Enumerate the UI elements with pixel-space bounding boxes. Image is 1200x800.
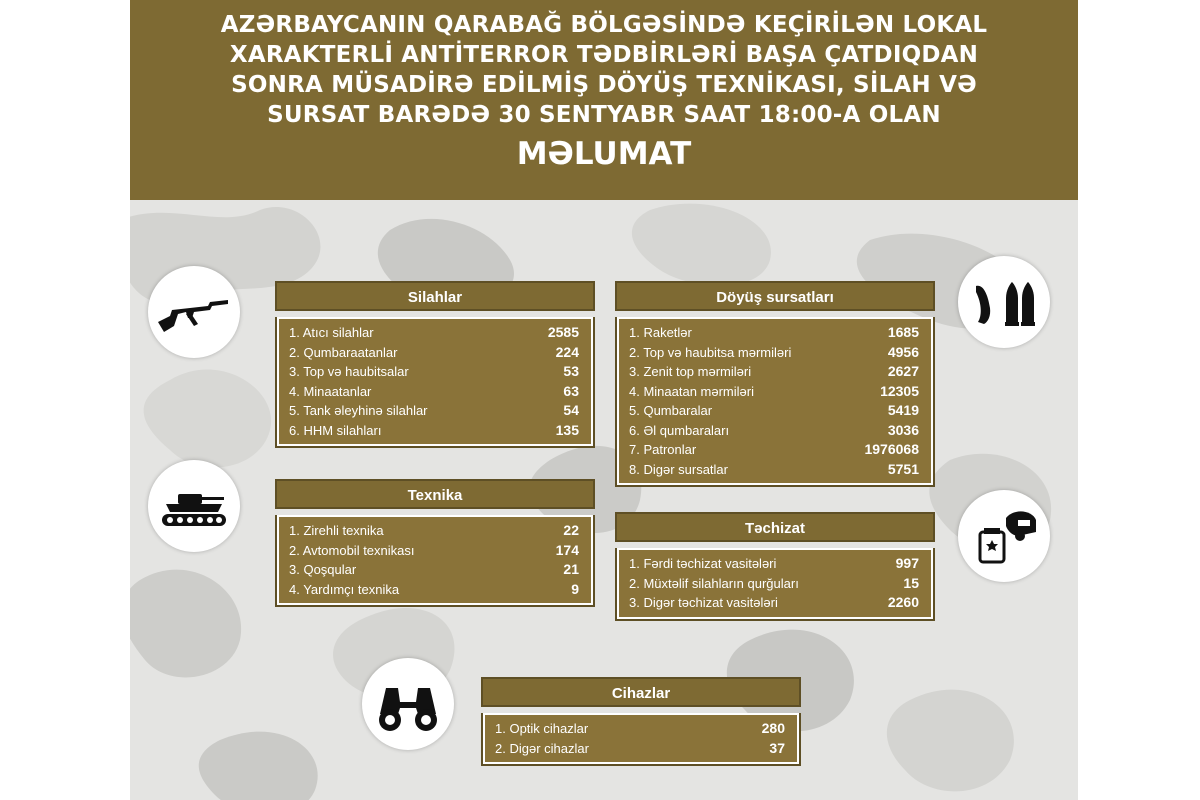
list-item bbox=[289, 541, 579, 561]
item-value: 5751 bbox=[887, 460, 919, 477]
item-label: 2. Müxtəlif silahların qurğuları bbox=[629, 575, 799, 591]
header-line-3: SONRA MÜSADİRƏ EDİLMİŞ DÖYÜŞ TEXNİKASI, SİLAH VƏ bbox=[231, 72, 977, 98]
item-value: 63 bbox=[563, 382, 579, 399]
header-line-1: AZƏRBAYCANIN QARABAĞ BÖLGƏSİNDƏ KEÇİRİLƏN LOKAL bbox=[220, 12, 988, 38]
section-cihazlar bbox=[481, 677, 801, 766]
header-title: MƏLUMAT bbox=[516, 136, 692, 172]
item-label: 4. Minaatan mərmiləri bbox=[629, 383, 754, 399]
list-item bbox=[629, 382, 919, 402]
list-item bbox=[289, 323, 579, 343]
list-item bbox=[289, 521, 579, 541]
section-sursatlar bbox=[615, 281, 935, 487]
list-item bbox=[629, 343, 919, 363]
list-item bbox=[289, 580, 579, 600]
infographic-poster bbox=[130, 0, 1078, 800]
item-value: 2585 bbox=[547, 324, 579, 340]
item-value: 21 bbox=[563, 561, 579, 577]
list-item bbox=[629, 574, 919, 594]
item-label: 1. Raketlər bbox=[629, 325, 692, 340]
item-label: 7. Patronlar bbox=[629, 442, 697, 457]
item-value: 2260 bbox=[887, 594, 919, 610]
item-label: 6. HHM silahları bbox=[289, 422, 382, 438]
item-label: 5. Tank əleyhinə silahlar bbox=[289, 403, 428, 418]
item-label: 2. Avtomobil texnikası bbox=[289, 542, 415, 558]
rifle-icon bbox=[148, 266, 240, 358]
list-item bbox=[629, 554, 919, 574]
list-item bbox=[629, 440, 919, 460]
section-title: Cihazlar bbox=[481, 677, 801, 707]
item-value: 54 bbox=[563, 402, 579, 418]
binoculars-icon bbox=[362, 658, 454, 750]
item-value: 174 bbox=[555, 541, 579, 558]
item-label: 5. Qumbaralar bbox=[629, 403, 713, 418]
item-label: 8. Digər sursatlar bbox=[629, 461, 728, 477]
list-item bbox=[629, 460, 919, 480]
section-list bbox=[481, 713, 801, 766]
item-value: 135 bbox=[555, 421, 579, 438]
tank-icon bbox=[148, 460, 240, 552]
list-item bbox=[289, 362, 579, 382]
item-value: 37 bbox=[769, 739, 785, 756]
list-item bbox=[629, 401, 919, 421]
item-label: 3. Top və haubitsalar bbox=[289, 364, 409, 379]
section-title: Döyüş sursatları bbox=[615, 281, 935, 311]
item-label: 3. Zenit top mərmiləri bbox=[629, 364, 752, 379]
list-item bbox=[629, 323, 919, 343]
list-item bbox=[289, 343, 579, 363]
item-label: 4. Yardımçı texnika bbox=[289, 581, 400, 597]
section-list bbox=[615, 548, 935, 621]
item-label: 1. Optik cihazlar bbox=[495, 721, 589, 736]
header-line-4: SURSAT BARƏDƏ 30 SENTYABR SAAT 18:00-A OLAN bbox=[267, 102, 941, 128]
section-title: Silahlar bbox=[275, 281, 595, 311]
item-value: 997 bbox=[895, 555, 919, 571]
section-list bbox=[275, 317, 595, 448]
item-value: 5419 bbox=[887, 402, 919, 418]
section-list bbox=[615, 317, 935, 487]
item-value: 1976068 bbox=[864, 441, 919, 457]
item-value: 2627 bbox=[887, 363, 919, 379]
item-value: 53 bbox=[563, 363, 579, 379]
item-value: 9 bbox=[571, 580, 579, 597]
list-item bbox=[495, 719, 785, 739]
item-label: 4. Minaatanlar bbox=[289, 383, 372, 399]
section-silahlar bbox=[275, 281, 595, 448]
section-techizat bbox=[615, 512, 935, 621]
section-title: Təchizat bbox=[615, 512, 935, 542]
item-value: 15 bbox=[903, 574, 919, 591]
section-list bbox=[275, 515, 595, 607]
item-label: 2. Digər cihazlar bbox=[495, 740, 589, 756]
item-label: 1. Atıcı silahlar bbox=[289, 325, 374, 340]
item-label: 6. Əl qumbaraları bbox=[629, 422, 730, 438]
item-label: 1. Zirehli texnika bbox=[289, 523, 384, 538]
ammunition-icon bbox=[958, 256, 1050, 348]
item-label: 1. Fərdi təchizat vasitələri bbox=[629, 556, 777, 571]
section-texnika bbox=[275, 479, 595, 607]
section-title: Texnika bbox=[275, 479, 595, 509]
item-label: 2. Top və haubitsa mərmiləri bbox=[629, 344, 792, 360]
item-value: 22 bbox=[563, 522, 579, 538]
list-item bbox=[629, 593, 919, 613]
list-item bbox=[629, 421, 919, 441]
item-value: 4956 bbox=[887, 343, 919, 360]
item-value: 280 bbox=[761, 720, 785, 736]
item-value: 1685 bbox=[887, 324, 919, 340]
list-item bbox=[629, 362, 919, 382]
item-label: 3. Qoşqular bbox=[289, 562, 357, 577]
list-item bbox=[289, 401, 579, 421]
item-label: 3. Digər təchizat vasitələri bbox=[629, 595, 778, 610]
list-item bbox=[289, 421, 579, 441]
item-value: 3036 bbox=[887, 421, 919, 438]
list-item bbox=[495, 739, 785, 759]
header-line-2: XARAKTERLİ ANTİTERROR TƏDBİRLƏRİ BAŞA ÇATDIQDAN bbox=[229, 42, 979, 68]
list-item bbox=[289, 382, 579, 402]
gear-equipment-icon bbox=[958, 490, 1050, 582]
item-value: 12305 bbox=[880, 382, 919, 399]
list-item bbox=[289, 560, 579, 580]
header-banner bbox=[130, 0, 1078, 200]
item-value: 224 bbox=[555, 343, 579, 360]
item-label: 2. Qumbaraatanlar bbox=[289, 344, 398, 360]
